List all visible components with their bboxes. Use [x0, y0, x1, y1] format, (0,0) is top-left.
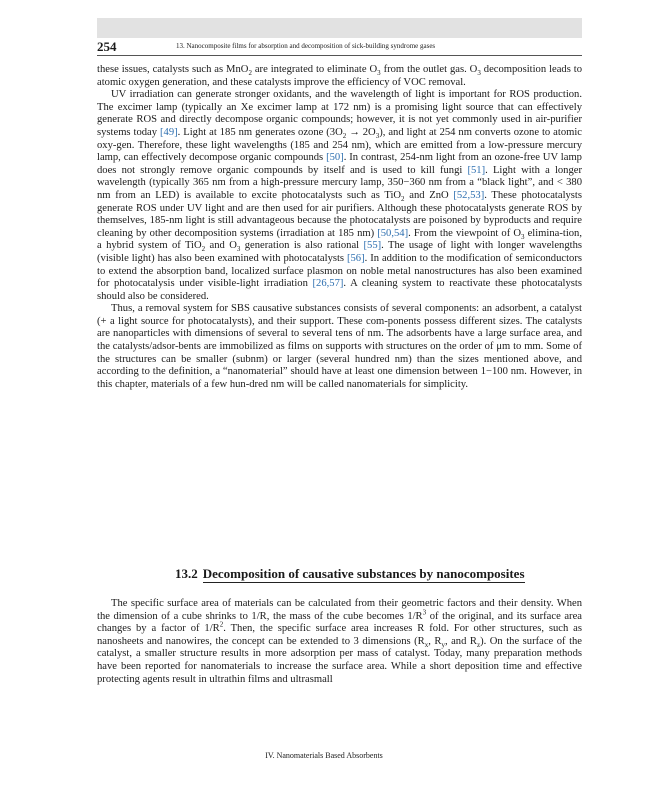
- text-run: . These photocatalysts generate ROS under UV light and are then used for air purifiers. Although these photocatalysts generate ROS by themselves, 185-nm light is still advantageous because the photocatalysts are poisoned by byproducts and require cleaning by other decomposition systems (irradiation at 185 nm): [97, 189, 582, 239]
- text-run: UV irradiation can generate stronger oxidants, and the wavelength of light is important for ROS production. The excimer lamp (typically an Xe excimer lamp at 172 nm) is a promising light source that can effectively generate ROS and directly decompose organic compounds; however, it is not yet commonly used in air-purifier systems today: [97, 89, 582, 138]
- reference-link[interactable]: [26,57]: [312, 278, 344, 290]
- subscript: x: [424, 640, 429, 649]
- subscript: 3: [477, 69, 481, 78]
- reference-link[interactable]: [51]: [467, 164, 486, 176]
- reference-link[interactable]: [56]: [346, 252, 365, 264]
- subscript: 2: [248, 69, 252, 78]
- subscript: z: [476, 640, 481, 649]
- footer: IV. Nanomaterials Based Absorbents: [265, 751, 383, 760]
- text-run: generation is also rational: [240, 240, 364, 252]
- text-run: and O: [205, 240, 237, 252]
- subscript: 3: [520, 232, 525, 241]
- subscript: 3: [236, 245, 241, 254]
- reference-link[interactable]: [49]: [160, 126, 178, 138]
- text-run: are integrated to eliminate O: [251, 64, 378, 75]
- paragraph-4: [97, 598, 582, 686]
- running-head: 13. Nanocomposite films for absorption and decomposition of sick-building syndrome gases: [176, 42, 436, 50]
- text-run: , R: [428, 635, 442, 647]
- text-run: . Then, the specific surface area increases R fold. For other structures, such as nanosheets and nanowires, the concept can be extended to 3 dimensions (R: [97, 623, 582, 647]
- text-run: . In addition to the modification of semiconductors to extend the absorption band, localized surface plasmon on noble metal nanostructures has also been examined for photocatalysis under visible-light irradiation: [97, 252, 582, 290]
- paragraph-2: [97, 89, 582, 303]
- text-run: decomposition leads to atomic oxygen generation, and these catalysts improve the efficiency of VOC removal.: [97, 64, 582, 88]
- subscript: 3: [377, 69, 381, 78]
- reference-link[interactable]: [52,53]: [453, 189, 485, 201]
- section-title: Decomposition of causative substances by nanocomposites: [202, 566, 525, 581]
- text-run: . In contrast, 254-nm light from an ozone-free UV lamp does not strongly remove organic compounds by itself and is used to kill fungi: [97, 152, 582, 176]
- text-run: ). On the surface of the catalyst, a smaller structure results in more adsorption per mass of catalyst. Today, many preparation methods have been reported for nanomaterials to increase the surface area. While a short deposition time and effective protecting agents result in ultrathin films and ultrasmall: [97, 635, 583, 685]
- text-run: . From the viewpoint of O: [408, 227, 521, 239]
- section-number: 13.2: [175, 566, 198, 581]
- text-run: . Light with a longer wavelength (typically 365 nm from a high-pressure mercury lamp, 350−360 nm from a “black light”, and < 380 nm from an LED) is available to excite photocatalysts such as TiO: [97, 164, 583, 201]
- subscript: 2: [201, 245, 206, 254]
- body-text-section: [97, 598, 582, 686]
- text-run: and ZnO: [404, 189, 454, 201]
- subscript: 2: [401, 195, 405, 204]
- section-heading: [175, 566, 525, 582]
- text-run: , and R: [444, 635, 477, 647]
- text-run: → 2O: [346, 126, 376, 138]
- superscript: 3: [422, 608, 427, 617]
- header-rule: [97, 55, 582, 56]
- text-run: elimina-tion, a hybrid system of TiO: [97, 227, 583, 252]
- text-run: . The usage of light with longer wavelengths (visible light) has also been examined with photocatalysts: [97, 240, 582, 264]
- text-run: these issues, catalysts such as MnO: [97, 64, 249, 75]
- paragraph-1: [97, 64, 582, 89]
- text-run: . Light at 185 nm generates ozone (3O: [177, 126, 343, 138]
- text-run: ), and light at 254 nm converts ozone to atomic oxy-gen. Therefore, these light wavelengths (185 and 254 nm), which are emitted from a low-pressure mercury lamp, can effectively decompose organic compounds: [97, 126, 583, 164]
- subscript: 2: [342, 132, 347, 141]
- header-band: [97, 18, 582, 38]
- text-run: of the original, and its surface area changes by a factor of 1/R: [97, 610, 582, 635]
- body-text: [97, 64, 582, 391]
- page-number: 254: [97, 39, 117, 54]
- text-run: from the outlet gas. O: [380, 64, 478, 75]
- reference-link[interactable]: [50]: [326, 152, 344, 164]
- paragraph-3: Thus, a removal system for SBS causative substances consists of several components: an adsorbent, a catalyst (+ a light source for photocatalysts), and their support. These com-ponents possess different sizes. The catalysts are nanoparticles with dimensions of several to several tens of nm. The adsorbents have a large surface area, and the catalysts/adsor-bents are immobilized as films on supports with structures on the order of μm to mm. Some of the structures can be smaller (subnm) or larger (several hundred nm) than the sizes mentioned above, and according to the definition, a “nanomaterial” should have at least one dimension between 1−100 nm. However, in this chapter, materials of a few hun-dred nm will be called nanomaterials for simplicity.: [97, 303, 582, 390]
- subscript: 3: [375, 132, 380, 141]
- text-run: . A cleaning system to reactivate these photocatalysts should also be considered.: [97, 278, 582, 302]
- text-run: The specific surface area of materials can be calculated from their geometric factors and their density. When the dimension of a cube shrinks to 1/R, the mass of the cube becomes 1/R: [97, 598, 582, 622]
- subscript: y: [441, 640, 445, 649]
- reference-link[interactable]: [50,54]: [377, 227, 409, 239]
- superscript: 2: [219, 620, 224, 629]
- reference-link[interactable]: [55]: [363, 240, 382, 252]
